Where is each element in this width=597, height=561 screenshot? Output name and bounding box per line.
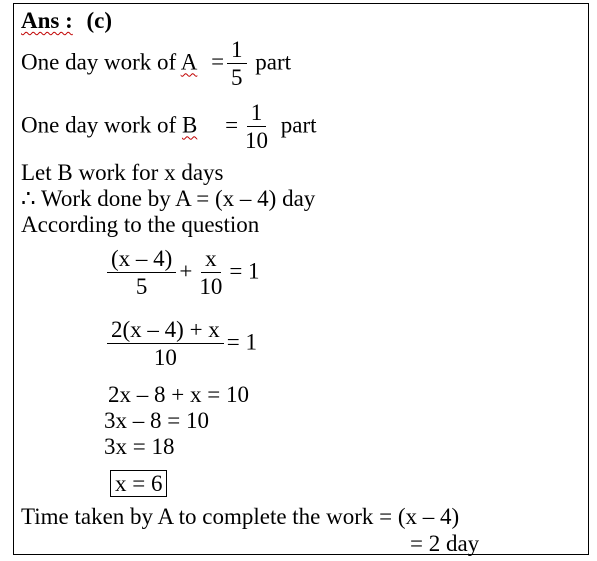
- eq1-fraction-2: $\frac{x}{10}$: [199, 246, 223, 299]
- final-line: = 2 day: [410, 531, 480, 556]
- one-day-work-b: One day work of B = $\frac{1}{10}$ part: [21, 100, 317, 153]
- work-line: ∴ Work done by A = (x – 4) day: [21, 186, 316, 211]
- equation-2: $\frac{2(x - 4) + x}{10}$ = 1: [104, 318, 257, 370]
- fraction-a: $\frac{1}{5}$: [227, 38, 247, 90]
- eq1-fraction-1: $\frac{(x - 4)}{5}$: [107, 247, 176, 299]
- step-2: 3x – 8 = 10: [104, 408, 209, 433]
- one-day-work-a: One day work of A = $\frac{1}{5}$ part: [21, 37, 292, 90]
- let-line: Let B work for x days: [21, 160, 224, 185]
- according-line: According to the question: [21, 212, 260, 237]
- boxed-result: x = 6: [110, 470, 167, 497]
- equation-1: $\frac{(x - 4)}{5}$ + $\frac{x}{10}$ = 1: [104, 247, 260, 299]
- answer-label: Ans :: [21, 8, 73, 33]
- answer-choice: (c): [86, 8, 113, 33]
- result-x: [110, 471, 167, 497]
- eq2-fraction: $\frac{2(x - 4) + x}{10}$: [107, 318, 224, 370]
- var-a: A: [180, 49, 198, 75]
- fraction-b: $\frac{1}{10}$: [245, 100, 269, 153]
- answer-heading: [21, 8, 112, 34]
- step-1: 2x – 8 + x = 10: [108, 382, 249, 407]
- var-b: B: [181, 112, 198, 138]
- step-3: 3x = 18: [104, 434, 175, 459]
- time-line: Time taken by A to complete the work = (x – 4): [21, 504, 460, 529]
